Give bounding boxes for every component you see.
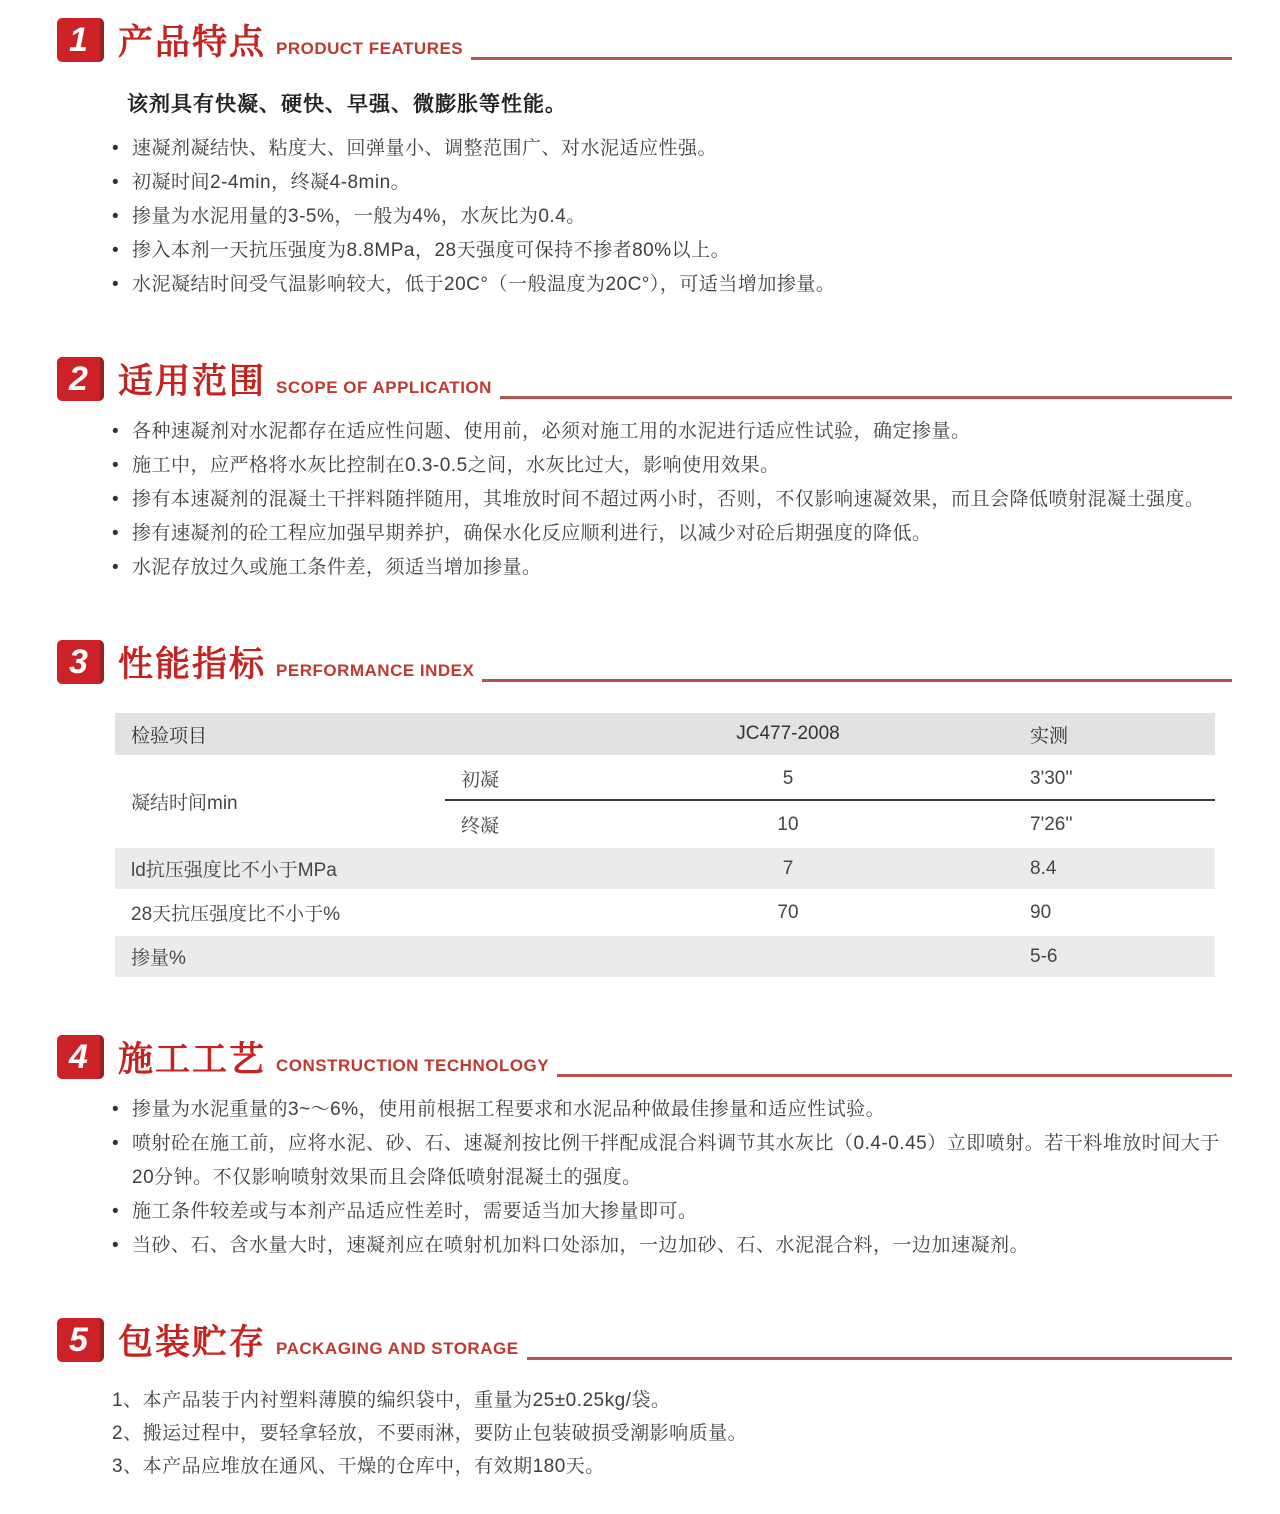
cell-sub: 初凝: [445, 758, 640, 801]
section-2-title: 适用范围: [118, 361, 267, 401]
performance-index-table: [115, 710, 1215, 980]
section-5-rule: [527, 1357, 1232, 1360]
construction-bullet: • 当砂、石、含水量大时，速凝剂应在喷射机加料口处添加，一边加砂、石、水泥混合料，一边加速凝剂。: [112, 1229, 1232, 1263]
section-1-title: 产品特点: [118, 22, 267, 62]
cell-item: 掺量%: [115, 936, 640, 977]
feature-bullet: • 掺入本剂一天抗压强度为8.8MPa，28天强度可保持不掺者80%以上。: [112, 234, 1232, 268]
section-1-subtitle: PRODUCT FEATURES: [276, 39, 464, 58]
header-sub: [445, 713, 640, 755]
section-product-features: [57, 18, 1232, 302]
scope-bullet: • 各种速凝剂对水泥都存在适应性问题、使用前，必须对施工用的水泥进行适应性试验，确定掺量。: [112, 415, 1232, 449]
packaging-item: 2、搬运过程中，要轻拿轻放，不要雨淋，要防止包装破损受潮影响质量。: [112, 1423, 748, 1444]
section-3-subtitle: PERFORMANCE INDEX: [276, 661, 475, 680]
cell-jc: [640, 936, 930, 977]
feature-bullet: • 水泥凝结时间受气温影响较大，低于20C°（一般温度为20C°），可适当增加掺量。: [112, 268, 1232, 302]
header-jc477: JC477-2008: [640, 713, 930, 755]
section-5-title: 包装贮存: [118, 1322, 267, 1362]
section-2-subtitle: SCOPE OF APPLICATION: [276, 378, 492, 397]
packaging-item-list: [57, 1384, 1232, 1483]
construction-bullet: • 掺量为水泥重量的3~～6%，使用前根据工程要求和水泥品种做最佳掺量和适应性试验。: [112, 1093, 1232, 1127]
section-3-title: 性能指标: [118, 644, 267, 684]
scope-bullet: • 施工中，应严格将水灰比控制在0.3-0.5之间，水灰比过大，影响使用效果。: [112, 449, 1232, 483]
section-4-header: [57, 1035, 1232, 1079]
section-3-header: [57, 640, 1232, 684]
cell-measured: 7'26'': [1030, 813, 1073, 835]
cell-item: 凝结时间min: [131, 793, 238, 814]
cell-jc: 10: [777, 813, 799, 835]
section-3-rule: [482, 679, 1232, 682]
scope-bullet: • 掺有速凝剂的砼工程应加强早期养护，确保水化反应顺利进行，以减少对砼后期强度的降低。: [112, 517, 1232, 551]
section-4-number-badge: 4: [57, 1035, 104, 1079]
section-5-header: [57, 1318, 1232, 1362]
cell-jc: 5: [640, 758, 930, 801]
construction-bullet: • 施工条件较差或与本剂产品适应性差时，需要适当加大掺量即可。: [112, 1195, 1232, 1229]
section-4-title: 施工工艺: [118, 1039, 267, 1079]
packaging-item: 1、本产品装于内衬塑料薄膜的编织袋中，重量为25±0.25kg/袋。: [112, 1390, 671, 1411]
table-row: [115, 848, 1215, 889]
section-scope-of-application: [57, 357, 1232, 585]
features-bullet-list: [57, 132, 1232, 302]
section-5-number-badge: 5: [57, 1318, 104, 1362]
header-measured: 实测: [930, 713, 1215, 755]
header-item: 检验项目: [115, 713, 445, 755]
section-construction-technology: [57, 1035, 1232, 1263]
feature-bullet: • 掺量为水泥用量的3-5%，一般为4%，水灰比为0.4。: [112, 200, 1232, 234]
cell-jc: 7: [640, 848, 930, 889]
cell-item: 28天抗压强度比不小于%: [131, 904, 341, 925]
feature-bullet: • 初凝时间2-4min，终凝4-8min。: [112, 166, 1232, 200]
feature-bullet: • 速凝剂凝结快、粘度大、回弹量小、调整范围广、对水泥适应性强。: [112, 132, 1232, 166]
scope-bullet: • 水泥存放过久或施工条件差，须适当增加掺量。: [112, 551, 1232, 585]
cell-measured: 3'30'': [930, 758, 1215, 801]
section-2-rule: [500, 396, 1232, 399]
table-row: [115, 936, 1215, 977]
section-packaging-storage: [57, 1318, 1232, 1483]
section-4-rule: [557, 1074, 1232, 1077]
cell-sub: 终凝: [461, 816, 500, 837]
scope-bullet-list: [57, 415, 1232, 585]
table-row: [115, 892, 1215, 933]
section-1-rule: [471, 57, 1232, 60]
section-2-header: [57, 357, 1232, 401]
cell-measured: 90: [1030, 901, 1052, 923]
construction-bullet-list: [57, 1093, 1232, 1263]
scope-bullet: • 掺有本速凝剂的混凝土干拌料随拌随用，其堆放时间不超过两小时，否则，不仅影响速凝效果，而且会降低喷射混凝土强度。: [112, 483, 1232, 517]
section-3-number-badge: 3: [57, 640, 104, 684]
cell-jc: 70: [777, 901, 799, 923]
cell-measured: 8.4: [930, 848, 1215, 889]
cell-item: ld抗压强度比不小于MPa: [115, 848, 640, 889]
table-row: [115, 758, 1215, 801]
packaging-item: 3、本产品应堆放在通风、干燥的仓库中，有效期180天。: [112, 1456, 605, 1477]
section-1-number-badge: 1: [57, 18, 104, 62]
construction-bullet: • 喷射砼在施工前，应将水泥、砂、石、速凝剂按比例干拌配成混合料调节其水灰比（0.4-0.45）立即喷射。若干料堆放时间大于20分钟。不仅影响喷射效果而且会降低喷射混凝土的强度。: [112, 1127, 1232, 1195]
section-5-subtitle: PACKAGING AND STORAGE: [276, 1339, 519, 1358]
section-1-header: [57, 18, 1232, 62]
table-header-row: [115, 713, 1215, 755]
cell-measured: 5-6: [930, 936, 1215, 977]
features-intro: 该剂具有快凝、硬快、早强、微膨胀等性能。: [127, 93, 567, 116]
section-2-number-badge: 2: [57, 357, 104, 401]
section-performance-index: [57, 640, 1232, 980]
section-4-subtitle: CONSTRUCTION TECHNOLOGY: [276, 1056, 550, 1075]
